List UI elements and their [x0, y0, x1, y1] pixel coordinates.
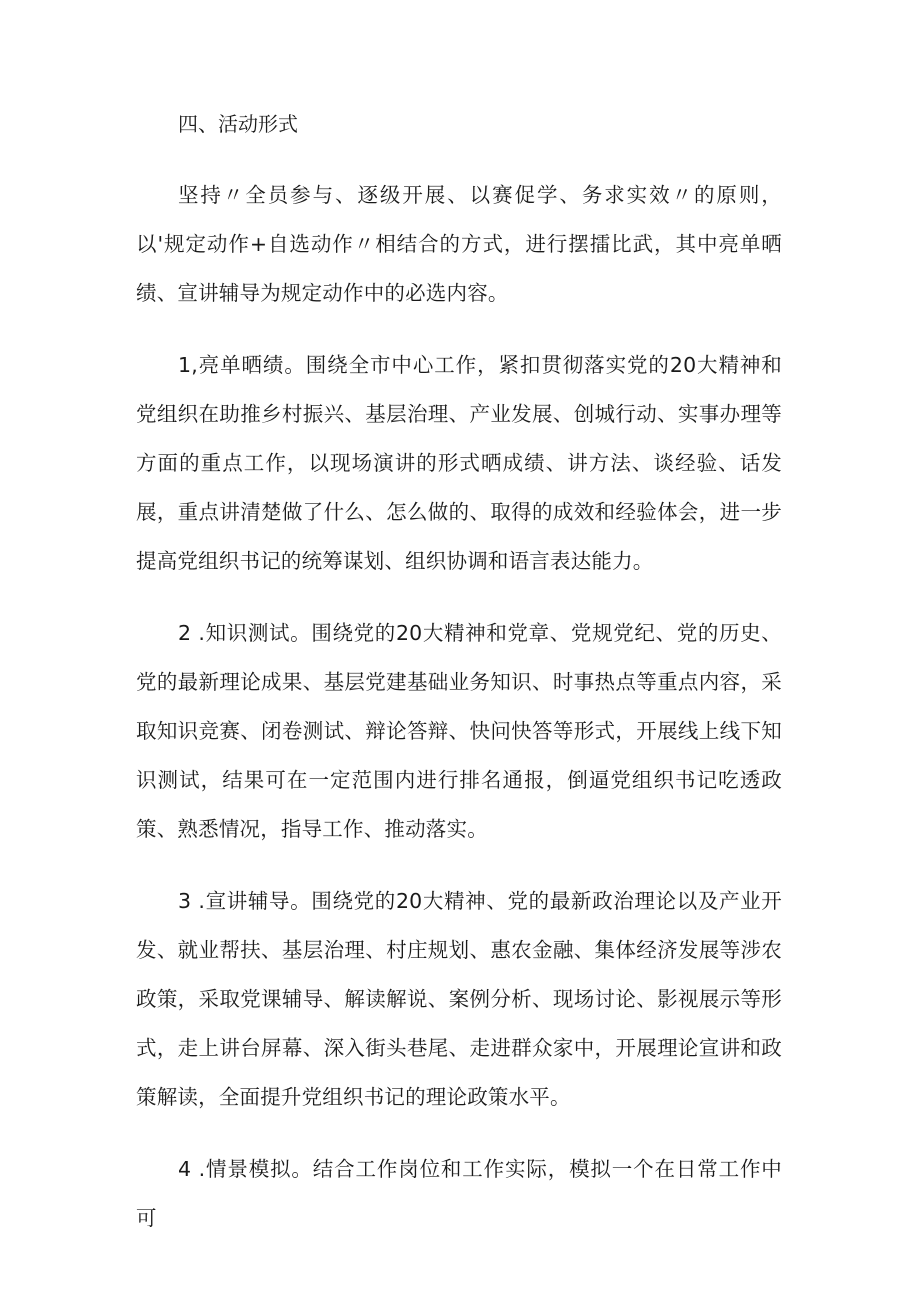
document-page: [136, 100, 782, 1243]
paragraph-item-4-scenario-simulation: 4 .情景模拟。结合工作岗位和工作实际，模拟一个在日常工作中可: [136, 1157, 782, 1230]
paragraph-item-2-knowledge-test: 2 .知识测试。围绕党的20大精神和党章、党规党纪、党的历史、党的最新理论成果、基层党建基础业务知识、时事热点等重点内容，采取知识竞赛、闭卷测试、辩论答辩、快问快答等形式，开展线上线下知识测试，结果可在一定范围内进行排名通报，倒逼党组织书记吃透政策、熟悉情况，指导工作、推动落实。: [136, 621, 782, 841]
section-heading: 四、活动形式: [178, 112, 298, 136]
paragraph-principle: 坚持〃全员参与、逐级开展、以赛促学、务求实效〃的原则，以'规定动作+自选动作〃相结合的方式，进行摆擂比武，其中亮单晒绩、宣讲辅导为规定动作中的必选内容。: [136, 183, 782, 305]
paragraph-item-1-show-results: 1,亮单晒绩。围绕全市中心工作，紧扣贯彻落实党的20大精神和党组织在助推乡村振兴、基层治理、产业发展、创城行动、实事办理等方面的重点工作，以现场演讲的形式晒成绩、讲方法、谈经验、话发展，重点讲清楚做了什么、怎么做的、取得的成效和经验体会，进一步提高党组织书记的统筹谋划、组织协调和语言表达能力。: [136, 353, 782, 573]
paragraph-item-3-lecture-guidance: 3 .宣讲辅导。围绕党的20大精神、党的最新政治理论以及产业开发、就业帮扶、基层治理、村庄规划、惠农金融、集体经济发展等涉农政策，采取党课辅导、解读解说、案例分析、现场讨论、影视展示等形式，走上讲台屏幕、深入街头巷尾、走进群众家中，开展理论宣讲和政策解读，全面提升党组织书记的理论政策水平。: [136, 889, 782, 1109]
